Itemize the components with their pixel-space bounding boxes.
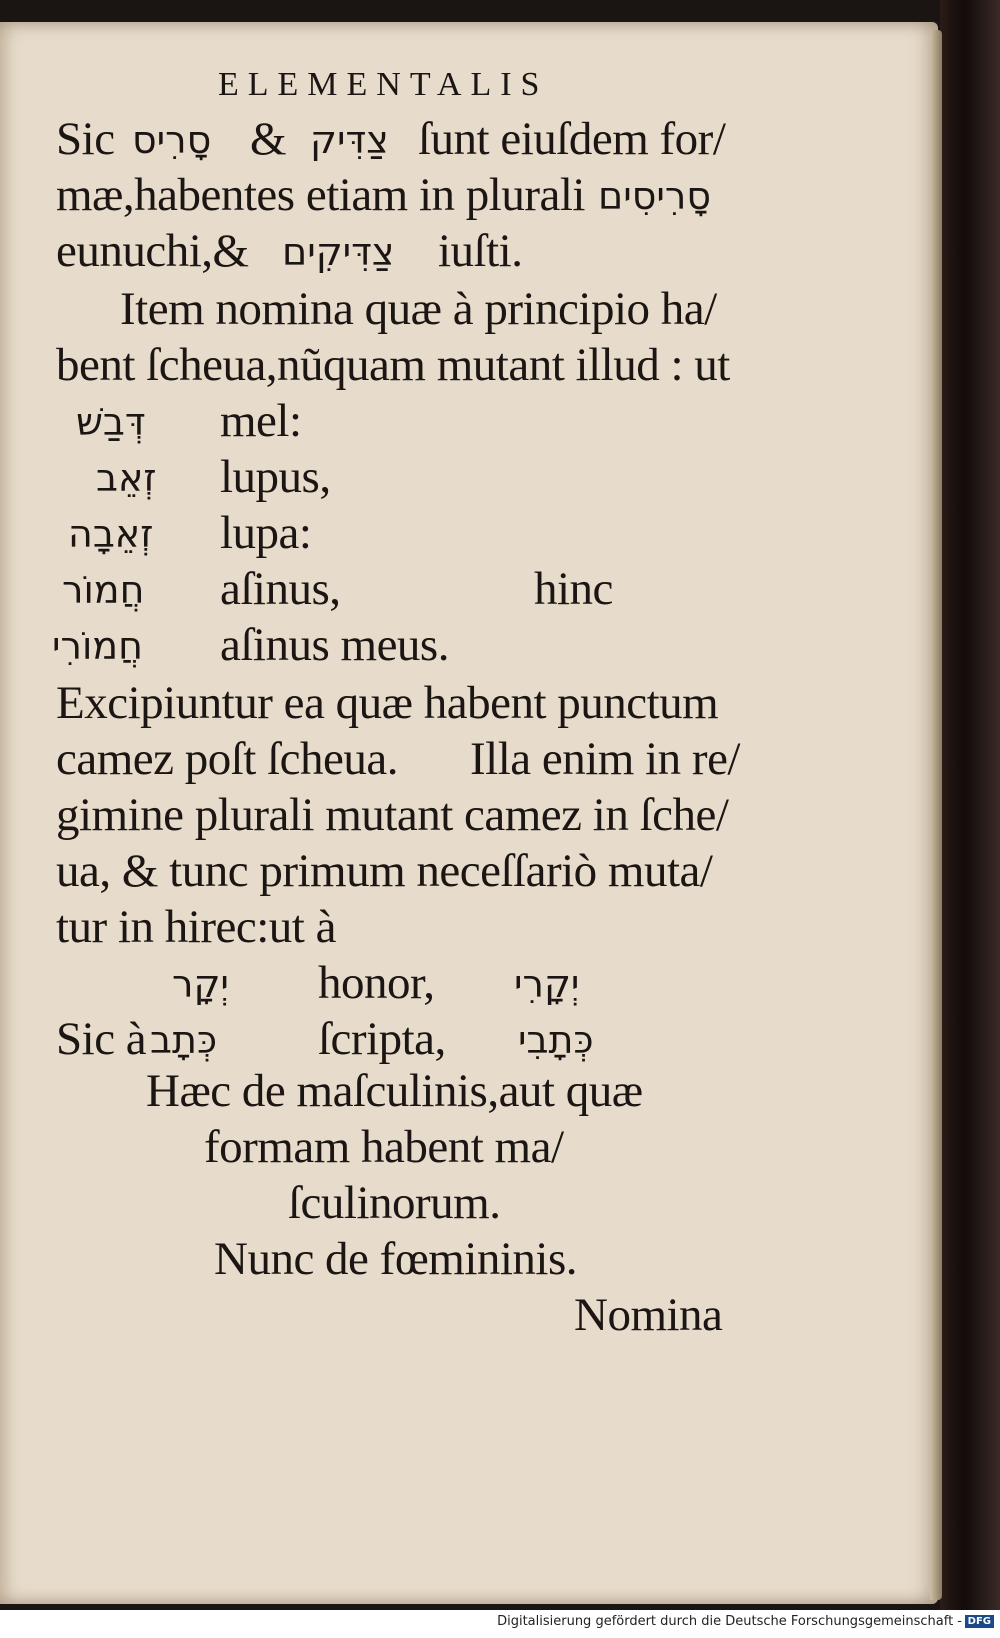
hebrew-word: סָרִיסִים xyxy=(598,174,711,218)
hebrew-word: זְאֵב xyxy=(96,456,157,500)
text-line: Illa enim in re/ xyxy=(470,733,740,785)
text-line: honor, xyxy=(318,957,435,1009)
hebrew-word: כְּתָב xyxy=(150,1018,218,1062)
text-line: iuſti. xyxy=(438,225,523,277)
hebrew-word: צַדִּיק xyxy=(310,118,389,162)
text-line: hinc xyxy=(534,563,613,615)
hebrew-word: חֲמוֹרִי xyxy=(52,624,143,668)
text-line: Excipiuntur ea quæ habent punctum xyxy=(56,677,719,729)
section-heading: Nunc de fœmininis. xyxy=(214,1233,578,1285)
text-line: lupa: xyxy=(220,507,312,559)
book-spine xyxy=(940,0,1000,1638)
text-line: eunuchi,& xyxy=(56,225,249,277)
hebrew-word: דְּבַשׁ xyxy=(76,400,146,444)
text-line: mel: xyxy=(220,395,302,447)
text-line: Sic à xyxy=(56,1013,147,1065)
text-line: ſculinorum. xyxy=(288,1177,501,1229)
dfg-logo: DFG xyxy=(965,1615,994,1628)
text-line: camez poſt ſcheua. xyxy=(56,733,399,785)
text-line: ſcripta, xyxy=(318,1013,446,1065)
hebrew-word: זְאֵבָה xyxy=(68,512,154,556)
hebrew-word: צַדִּיקִים xyxy=(282,230,395,274)
text-line: ua, & tunc primum neceſſariò muta/ xyxy=(56,845,713,897)
footer-bar xyxy=(0,1610,1000,1638)
running-header: ELEMENTALIS xyxy=(218,66,549,103)
text-line: Item nomina quæ à principio ha/ xyxy=(120,283,717,335)
hebrew-word: יְקָר xyxy=(172,962,229,1006)
text-line: formam habent ma/ xyxy=(204,1121,564,1173)
hebrew-word: כְּתָבִי xyxy=(518,1018,594,1062)
text-line: Sic xyxy=(56,113,115,165)
text-line: lupus, xyxy=(220,451,331,503)
text-line: aſinus meus. xyxy=(220,619,449,671)
hebrew-word: סָרִיס xyxy=(132,118,212,162)
text-line: tur in hirec:ut à xyxy=(56,901,336,953)
text-line: bent ſcheua,nũquam mutant illud : ut xyxy=(56,339,730,391)
footer-credit: Digitalisierung gefördert durch die Deutsche Forschungsgemeinschaft - xyxy=(497,1614,962,1629)
text-line: Hæc de maſculinis,aut quæ xyxy=(146,1065,643,1117)
hebrew-word: יְקָרִי xyxy=(514,962,580,1006)
text-line: gimine plurali mutant camez in ſche/ xyxy=(56,789,729,841)
text-line: aſinus, xyxy=(220,563,341,615)
hebrew-word: חֲמוֹר xyxy=(62,568,145,612)
text-line: mæ,habentes etiam in plurali xyxy=(56,169,585,221)
catchword: Nomina xyxy=(574,1289,723,1341)
text-line: & xyxy=(250,113,287,165)
text-line: ſunt eiuſdem for/ xyxy=(418,113,726,165)
page-edge xyxy=(930,30,942,1600)
